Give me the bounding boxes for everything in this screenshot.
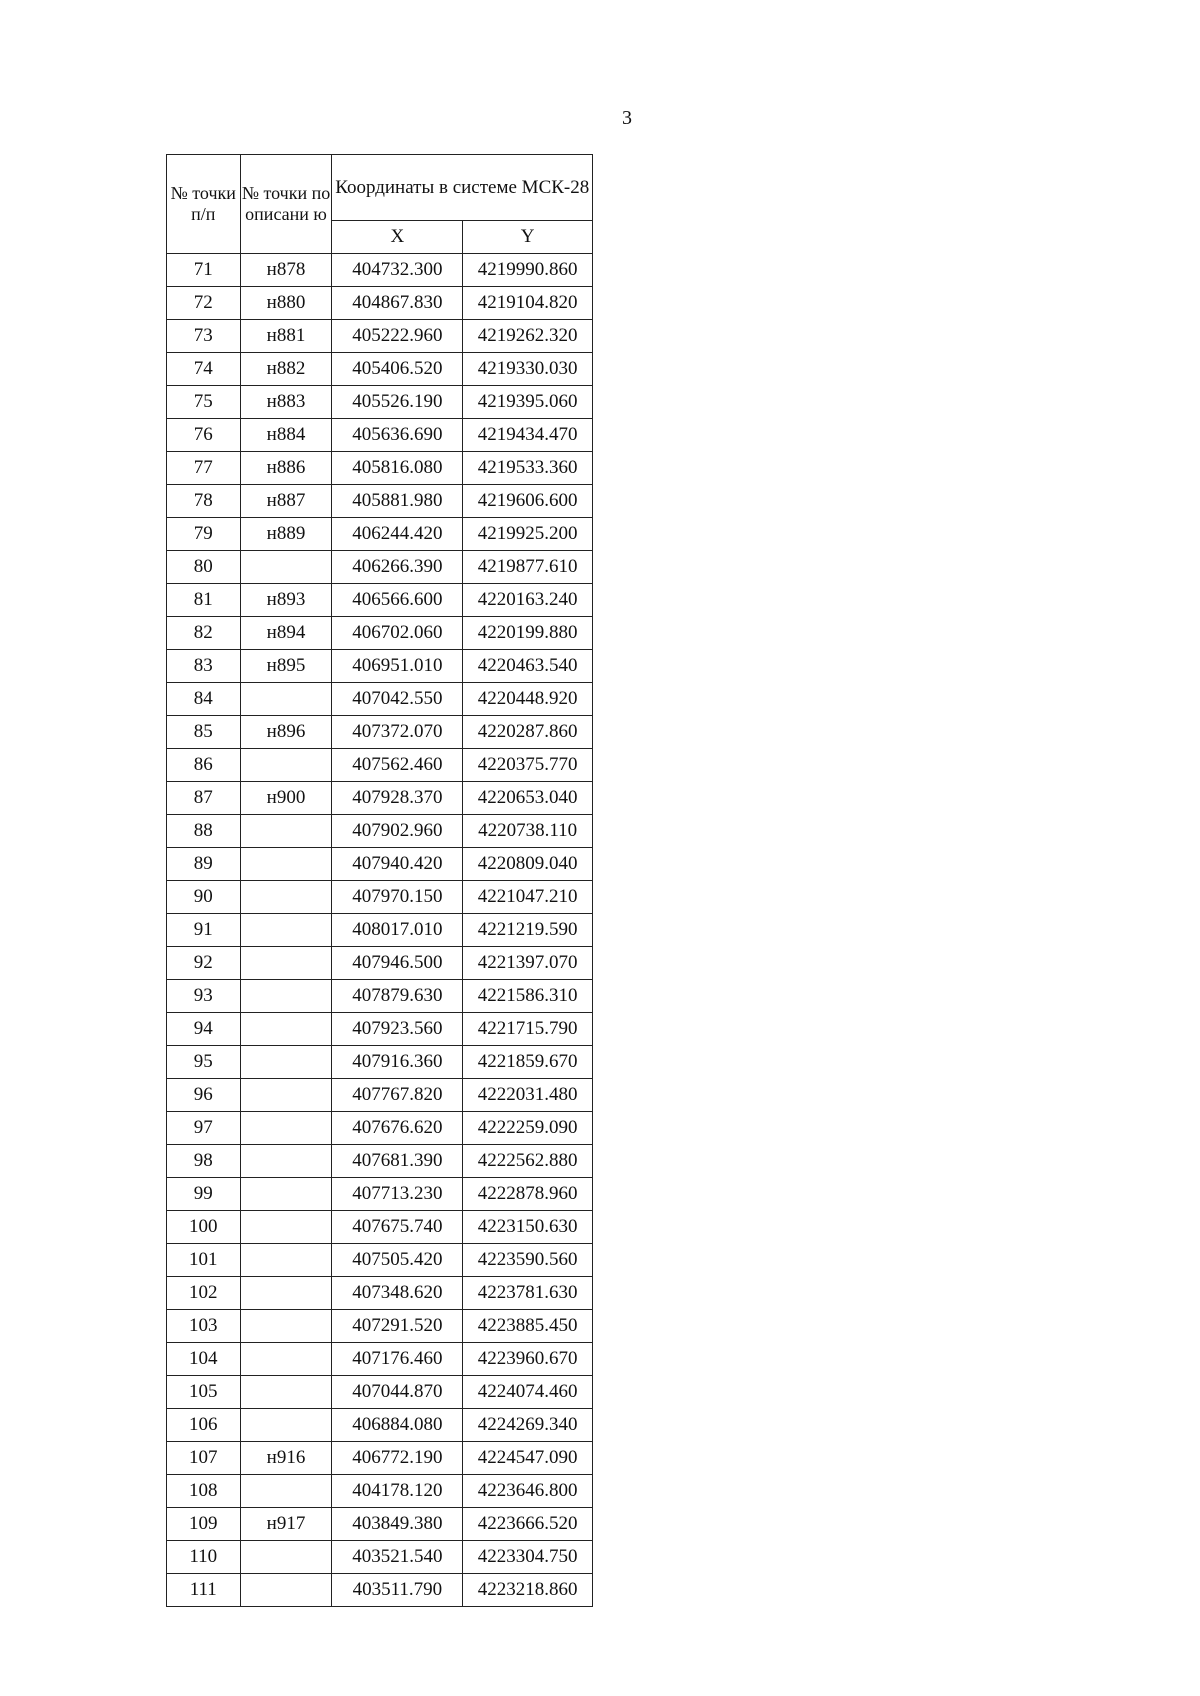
cell-x: 407928.370: [332, 782, 463, 815]
table-row: [167, 1541, 593, 1574]
cell-description-point: [240, 848, 332, 881]
cell-description-point: [240, 980, 332, 1013]
table-header: [167, 155, 593, 254]
cell-description-point: [240, 1310, 332, 1343]
table-row: [167, 353, 593, 386]
cell-point-number: 94: [167, 1013, 241, 1046]
cell-x: 407879.630: [332, 980, 463, 1013]
cell-y: 4219330.030: [463, 353, 593, 386]
cell-x: 406884.080: [332, 1409, 463, 1442]
table-row: [167, 1145, 593, 1178]
cell-x: 404867.830: [332, 287, 463, 320]
cell-y: 4220738.110: [463, 815, 593, 848]
cell-point-number: 84: [167, 683, 241, 716]
cell-y: 4220287.860: [463, 716, 593, 749]
cell-point-number: 96: [167, 1079, 241, 1112]
cell-description-point: н900: [240, 782, 332, 815]
header-point-number: № точки п/п: [167, 155, 241, 254]
table-row: [167, 914, 593, 947]
cell-point-number: 90: [167, 881, 241, 914]
cell-y: 4223781.630: [463, 1277, 593, 1310]
cell-x: 404732.300: [332, 254, 463, 287]
cell-x: 405816.080: [332, 452, 463, 485]
table-row: [167, 683, 593, 716]
cell-y: 4219434.470: [463, 419, 593, 452]
table-row: [167, 1442, 593, 1475]
cell-x: 407713.230: [332, 1178, 463, 1211]
table-body: [167, 254, 593, 1607]
cell-point-number: 92: [167, 947, 241, 980]
cell-description-point: н916: [240, 1442, 332, 1475]
cell-x: 403849.380: [332, 1508, 463, 1541]
cell-point-number: 91: [167, 914, 241, 947]
header-coordinates: Координаты в системе МСК-28: [332, 155, 593, 221]
coordinates-table: [166, 154, 593, 1607]
cell-point-number: 103: [167, 1310, 241, 1343]
cell-x: 407042.550: [332, 683, 463, 716]
table-row: [167, 452, 593, 485]
cell-y: 4223150.630: [463, 1211, 593, 1244]
cell-description-point: н881: [240, 320, 332, 353]
cell-x: 405636.690: [332, 419, 463, 452]
cell-description-point: н878: [240, 254, 332, 287]
table-row: [167, 881, 593, 914]
cell-x: 407681.390: [332, 1145, 463, 1178]
cell-x: 407916.360: [332, 1046, 463, 1079]
table-row: [167, 1409, 593, 1442]
table-row: [167, 716, 593, 749]
cell-x: 404178.120: [332, 1475, 463, 1508]
table-row: [167, 551, 593, 584]
table-row: [167, 1343, 593, 1376]
cell-point-number: 107: [167, 1442, 241, 1475]
cell-x: 408017.010: [332, 914, 463, 947]
cell-description-point: [240, 1211, 332, 1244]
cell-description-point: н880: [240, 287, 332, 320]
cell-description-point: [240, 1145, 332, 1178]
table-row: [167, 782, 593, 815]
table-row: [167, 1244, 593, 1277]
cell-y: 4222562.880: [463, 1145, 593, 1178]
cell-description-point: [240, 1343, 332, 1376]
cell-y: 4221859.670: [463, 1046, 593, 1079]
cell-x: 405406.520: [332, 353, 463, 386]
table-row: [167, 1178, 593, 1211]
cell-point-number: 72: [167, 287, 241, 320]
cell-x: 407675.740: [332, 1211, 463, 1244]
cell-description-point: [240, 1376, 332, 1409]
cell-description-point: [240, 1541, 332, 1574]
cell-point-number: 99: [167, 1178, 241, 1211]
cell-x: 407505.420: [332, 1244, 463, 1277]
cell-point-number: 88: [167, 815, 241, 848]
cell-description-point: [240, 1013, 332, 1046]
table-row: [167, 1013, 593, 1046]
cell-point-number: 73: [167, 320, 241, 353]
cell-x: 406566.600: [332, 584, 463, 617]
cell-description-point: [240, 1244, 332, 1277]
cell-x: 407946.500: [332, 947, 463, 980]
cell-y: 4224547.090: [463, 1442, 593, 1475]
cell-description-point: н896: [240, 716, 332, 749]
cell-point-number: 104: [167, 1343, 241, 1376]
cell-x: 407970.150: [332, 881, 463, 914]
table-row: [167, 1277, 593, 1310]
cell-y: 4219262.320: [463, 320, 593, 353]
cell-x: 403521.540: [332, 1541, 463, 1574]
table-row: [167, 287, 593, 320]
cell-y: 4221047.210: [463, 881, 593, 914]
cell-point-number: 108: [167, 1475, 241, 1508]
cell-description-point: н894: [240, 617, 332, 650]
cell-y: 4219606.600: [463, 485, 593, 518]
cell-point-number: 89: [167, 848, 241, 881]
cell-point-number: 82: [167, 617, 241, 650]
table-row: [167, 848, 593, 881]
cell-y: 4219877.610: [463, 551, 593, 584]
cell-y: 4223646.800: [463, 1475, 593, 1508]
cell-description-point: н883: [240, 386, 332, 419]
cell-y: 4224269.340: [463, 1409, 593, 1442]
cell-x: 405222.960: [332, 320, 463, 353]
table-row: [167, 419, 593, 452]
cell-point-number: 86: [167, 749, 241, 782]
cell-x: 405526.190: [332, 386, 463, 419]
cell-x: 407176.460: [332, 1343, 463, 1376]
cell-point-number: 78: [167, 485, 241, 518]
cell-point-number: 83: [167, 650, 241, 683]
cell-x: 406266.390: [332, 551, 463, 584]
cell-point-number: 71: [167, 254, 241, 287]
table-row: [167, 1508, 593, 1541]
cell-description-point: [240, 881, 332, 914]
cell-y: 4221715.790: [463, 1013, 593, 1046]
cell-x: 407676.620: [332, 1112, 463, 1145]
table-row: [167, 1112, 593, 1145]
header-y: Y: [463, 221, 593, 254]
cell-x: 405881.980: [332, 485, 463, 518]
cell-description-point: [240, 815, 332, 848]
cell-x: 407767.820: [332, 1079, 463, 1112]
cell-description-point: [240, 551, 332, 584]
cell-y: 4220653.040: [463, 782, 593, 815]
cell-description-point: н917: [240, 1508, 332, 1541]
table-row: [167, 1310, 593, 1343]
cell-y: 4220375.770: [463, 749, 593, 782]
cell-x: 407348.620: [332, 1277, 463, 1310]
cell-y: 4221397.070: [463, 947, 593, 980]
table-row: [167, 650, 593, 683]
cell-x: 406951.010: [332, 650, 463, 683]
header-x: X: [332, 221, 463, 254]
cell-y: 4219990.860: [463, 254, 593, 287]
cell-x: 403511.790: [332, 1574, 463, 1607]
table-row: [167, 518, 593, 551]
cell-y: 4223666.520: [463, 1508, 593, 1541]
table-row: [167, 254, 593, 287]
cell-description-point: н893: [240, 584, 332, 617]
table-row: [167, 815, 593, 848]
cell-point-number: 80: [167, 551, 241, 584]
cell-x: 407372.070: [332, 716, 463, 749]
cell-y: 4220163.240: [463, 584, 593, 617]
cell-x: 407291.520: [332, 1310, 463, 1343]
cell-y: 4222259.090: [463, 1112, 593, 1145]
table-row: [167, 485, 593, 518]
table-row: [167, 1079, 593, 1112]
cell-point-number: 111: [167, 1574, 241, 1607]
cell-description-point: [240, 1409, 332, 1442]
cell-description-point: [240, 1574, 332, 1607]
table-row: [167, 1574, 593, 1607]
cell-point-number: 93: [167, 980, 241, 1013]
table-row: [167, 980, 593, 1013]
cell-description-point: [240, 1079, 332, 1112]
cell-y: 4223590.560: [463, 1244, 593, 1277]
cell-description-point: [240, 1112, 332, 1145]
table-row: [167, 1211, 593, 1244]
cell-point-number: 81: [167, 584, 241, 617]
cell-point-number: 97: [167, 1112, 241, 1145]
cell-description-point: н886: [240, 452, 332, 485]
cell-point-number: 85: [167, 716, 241, 749]
cell-description-point: [240, 914, 332, 947]
table-row: [167, 1046, 593, 1079]
cell-y: 4220448.920: [463, 683, 593, 716]
cell-x: 407902.960: [332, 815, 463, 848]
cell-y: 4219395.060: [463, 386, 593, 419]
cell-description-point: [240, 1475, 332, 1508]
cell-point-number: 75: [167, 386, 241, 419]
cell-point-number: 100: [167, 1211, 241, 1244]
cell-description-point: н882: [240, 353, 332, 386]
cell-y: 4219925.200: [463, 518, 593, 551]
table-row: [167, 947, 593, 980]
cell-y: 4221219.590: [463, 914, 593, 947]
cell-point-number: 106: [167, 1409, 241, 1442]
cell-description-point: [240, 947, 332, 980]
table-row: [167, 1376, 593, 1409]
cell-x: 407044.870: [332, 1376, 463, 1409]
cell-y: 4221586.310: [463, 980, 593, 1013]
cell-description-point: [240, 749, 332, 782]
table-row: [167, 386, 593, 419]
table-row: [167, 1475, 593, 1508]
cell-point-number: 110: [167, 1541, 241, 1574]
cell-description-point: [240, 1178, 332, 1211]
header-description-point: № точки по описани ю: [240, 155, 332, 254]
cell-y: 4223885.450: [463, 1310, 593, 1343]
cell-description-point: [240, 683, 332, 716]
cell-x: 407923.560: [332, 1013, 463, 1046]
page-number: 3: [622, 107, 632, 129]
cell-y: 4223960.670: [463, 1343, 593, 1376]
cell-point-number: 79: [167, 518, 241, 551]
cell-y: 4219104.820: [463, 287, 593, 320]
cell-point-number: 87: [167, 782, 241, 815]
cell-point-number: 105: [167, 1376, 241, 1409]
cell-point-number: 74: [167, 353, 241, 386]
cell-x: 406772.190: [332, 1442, 463, 1475]
cell-y: 4224074.460: [463, 1376, 593, 1409]
cell-y: 4223304.750: [463, 1541, 593, 1574]
cell-x: 407940.420: [332, 848, 463, 881]
cell-point-number: 102: [167, 1277, 241, 1310]
cell-y: 4223218.860: [463, 1574, 593, 1607]
cell-description-point: н889: [240, 518, 332, 551]
cell-point-number: 98: [167, 1145, 241, 1178]
cell-y: 4220199.880: [463, 617, 593, 650]
cell-description-point: [240, 1046, 332, 1079]
cell-point-number: 76: [167, 419, 241, 452]
cell-y: 4220463.540: [463, 650, 593, 683]
cell-point-number: 109: [167, 1508, 241, 1541]
cell-y: 4219533.360: [463, 452, 593, 485]
cell-x: 406244.420: [332, 518, 463, 551]
cell-x: 407562.460: [332, 749, 463, 782]
cell-point-number: 77: [167, 452, 241, 485]
cell-description-point: н884: [240, 419, 332, 452]
cell-description-point: н895: [240, 650, 332, 683]
cell-point-number: 101: [167, 1244, 241, 1277]
cell-y: 4222878.960: [463, 1178, 593, 1211]
cell-y: 4220809.040: [463, 848, 593, 881]
cell-x: 406702.060: [332, 617, 463, 650]
table-row: [167, 617, 593, 650]
table-row: [167, 584, 593, 617]
cell-point-number: 95: [167, 1046, 241, 1079]
cell-description-point: н887: [240, 485, 332, 518]
cell-description-point: [240, 1277, 332, 1310]
table-row: [167, 749, 593, 782]
table-row: [167, 320, 593, 353]
cell-y: 4222031.480: [463, 1079, 593, 1112]
